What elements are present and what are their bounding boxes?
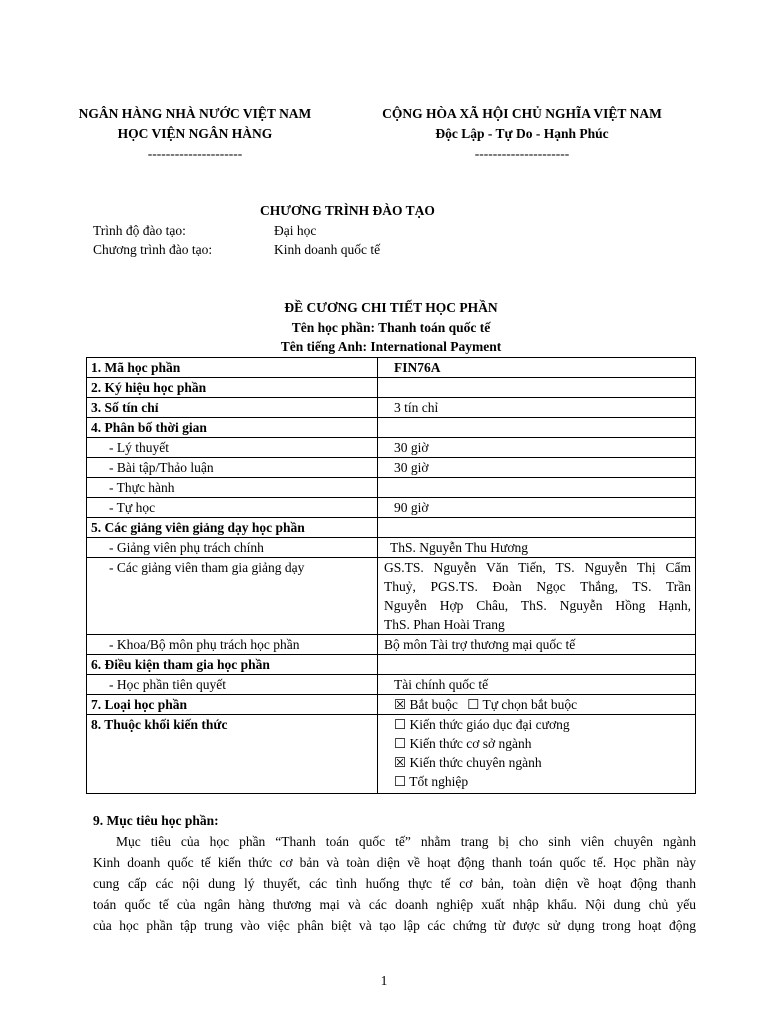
credits-label: 3. Số tín chỉ xyxy=(87,398,378,418)
lecturer-line: GS.TS. Nguyễn Văn Tiến, TS. Nguyễn Thị Cẩm xyxy=(384,560,691,575)
course-symbol-label: 2. Ký hiệu học phần xyxy=(87,378,378,398)
main-lecturer-label: - Giảng viên phụ trách chính xyxy=(87,538,378,558)
specialized-checkbox[interactable]: ☒ Kiến thức chuyên ngành xyxy=(394,755,542,770)
general-education-checkbox[interactable]: ☐ Kiến thức giáo dục đại cương xyxy=(394,717,570,732)
national-motto: Độc Lập - Tự Do - Hạnh Phúc xyxy=(435,126,609,141)
level-value: Đại học xyxy=(274,223,317,238)
paragraph-line: của học phần tập trung vào việc phân biệt và tạo lập các chứng từ được sử dụng trong hoạt động xyxy=(93,918,696,933)
time-allocation-value xyxy=(378,418,696,438)
elective-checkbox[interactable]: ☐ Tự chọn bắt buộc xyxy=(467,697,578,712)
lecturer-line: Nguyễn Hợp Châu, ThS. Nguyễn Hồng Hạnh, xyxy=(384,598,691,613)
table-row xyxy=(87,478,696,498)
practice-value xyxy=(378,478,696,498)
knowledge-block-label: 8. Thuộc khối kiến thức xyxy=(87,715,378,794)
paragraph-line: Mục tiêu của học phần “Thanh toán quốc tế” nhằm trang bị cho sinh viên chuyên ngành xyxy=(116,834,696,849)
table-row xyxy=(87,715,696,794)
paragraph-line: Kinh doanh quốc tế kiến thức cơ bản và toàn diện về hoạt động thanh toán quốc tế. Học phần này xyxy=(93,855,696,870)
table-row xyxy=(87,458,696,478)
table-row xyxy=(87,378,696,398)
course-symbol-value xyxy=(378,378,696,398)
course-code-label: 1. Mã học phần xyxy=(87,358,378,378)
compulsory-checkbox[interactable]: ☒ Bắt buộc xyxy=(394,697,458,712)
lecturers-value xyxy=(378,518,696,538)
table-row xyxy=(87,518,696,538)
paragraph-line: cung cấp các nội dung lý thuyết, các tình huống thực tế cơ bản, toàn diện về hoạt động thanh xyxy=(93,876,696,891)
table-row xyxy=(87,655,696,675)
table-row xyxy=(87,675,696,695)
header-separator-right: --------------------- xyxy=(474,146,570,161)
objectives-heading: 9. Mục tiêu học phần: xyxy=(93,813,219,828)
course-name: Tên học phần: Thanh toán quốc tế xyxy=(291,320,491,335)
institution-name: HỌC VIỆN NGÂN HÀNG xyxy=(117,126,273,141)
main-lecturer-value: ThS. Nguyễn Thu Hương xyxy=(378,538,696,558)
foundation-checkbox[interactable]: ☐ Kiến thức cơ sở ngành xyxy=(394,736,532,751)
table-row xyxy=(87,635,696,655)
syllabus-title: ĐỀ CƯƠNG CHI TIẾT HỌC PHẦN xyxy=(284,300,498,315)
table-row xyxy=(87,538,696,558)
lecturer-line: Thuỷ, PGS.TS. Đoàn Ngọc Thắng, TS. Trần xyxy=(384,579,691,594)
department-value: Bộ môn Tài trợ thương mại quốc tế xyxy=(378,635,696,655)
course-code-value: FIN76A xyxy=(378,358,696,378)
table-row xyxy=(87,498,696,518)
exercise-value: 30 giờ xyxy=(378,458,696,478)
national-title: CỘNG HÒA XÃ HỘI CHỦ NGHĨA VIỆT NAM xyxy=(382,106,662,121)
table-row xyxy=(87,418,696,438)
self-study-label: - Tự học xyxy=(87,498,378,518)
table-row xyxy=(87,558,696,635)
course-type-label: 7. Loại học phần xyxy=(87,695,378,715)
program-label: Chương trình đào tạo: xyxy=(93,242,213,257)
header-separator-left: --------------------- xyxy=(147,146,243,161)
time-allocation-label: 4. Phân bố thời gian xyxy=(87,418,378,438)
issuer-name: NGÂN HÀNG NHÀ NƯỚC VIỆT NAM xyxy=(78,106,312,121)
other-lecturers-label: - Các giảng viên tham gia giảng dạy xyxy=(87,558,378,635)
paragraph-line: toán quốc tế của ngân hàng thương mại và các doanh nghiệp xuất nhập khẩu. Nội dung chủ yếu xyxy=(93,897,696,912)
theory-label: - Lý thuyết xyxy=(87,438,378,458)
course-info-table xyxy=(86,357,696,794)
credits-value: 3 tín chỉ xyxy=(378,398,696,418)
table-row xyxy=(87,358,696,378)
theory-value: 30 giờ xyxy=(378,438,696,458)
prerequisites-label: 6. Điều kiện tham gia học phần xyxy=(87,655,378,675)
department-label: - Khoa/Bộ môn phụ trách học phần xyxy=(87,635,378,655)
objectives-paragraph xyxy=(93,831,696,936)
table-row xyxy=(87,398,696,418)
program-value: Kinh doanh quốc tế xyxy=(274,242,381,257)
graduation-checkbox[interactable]: ☐ Tốt nghiệp xyxy=(394,774,469,789)
prerequisite-course-label: - Học phần tiên quyết xyxy=(87,675,378,695)
knowledge-block-value xyxy=(378,715,696,794)
table-row xyxy=(87,438,696,458)
exercise-label: - Bài tập/Thảo luận xyxy=(87,458,378,478)
self-study-value: 90 giờ xyxy=(378,498,696,518)
prerequisite-course-value: Tài chính quốc tế xyxy=(378,675,696,695)
program-title: CHƯƠNG TRÌNH ĐÀO TẠO xyxy=(260,203,435,218)
level-label: Trình độ đào tạo: xyxy=(93,223,186,238)
other-lecturers-value xyxy=(378,558,696,635)
practice-label: - Thực hành xyxy=(87,478,378,498)
prerequisites-value xyxy=(378,655,696,675)
course-type-value xyxy=(378,695,696,715)
table-row xyxy=(87,695,696,715)
course-english-name: Tên tiếng Anh: International Payment xyxy=(280,339,502,354)
page-number: 1 xyxy=(380,973,388,988)
lecturer-line: ThS. Phan Hoài Trang xyxy=(384,617,505,632)
lecturers-label: 5. Các giảng viên giảng dạy học phần xyxy=(87,518,378,538)
